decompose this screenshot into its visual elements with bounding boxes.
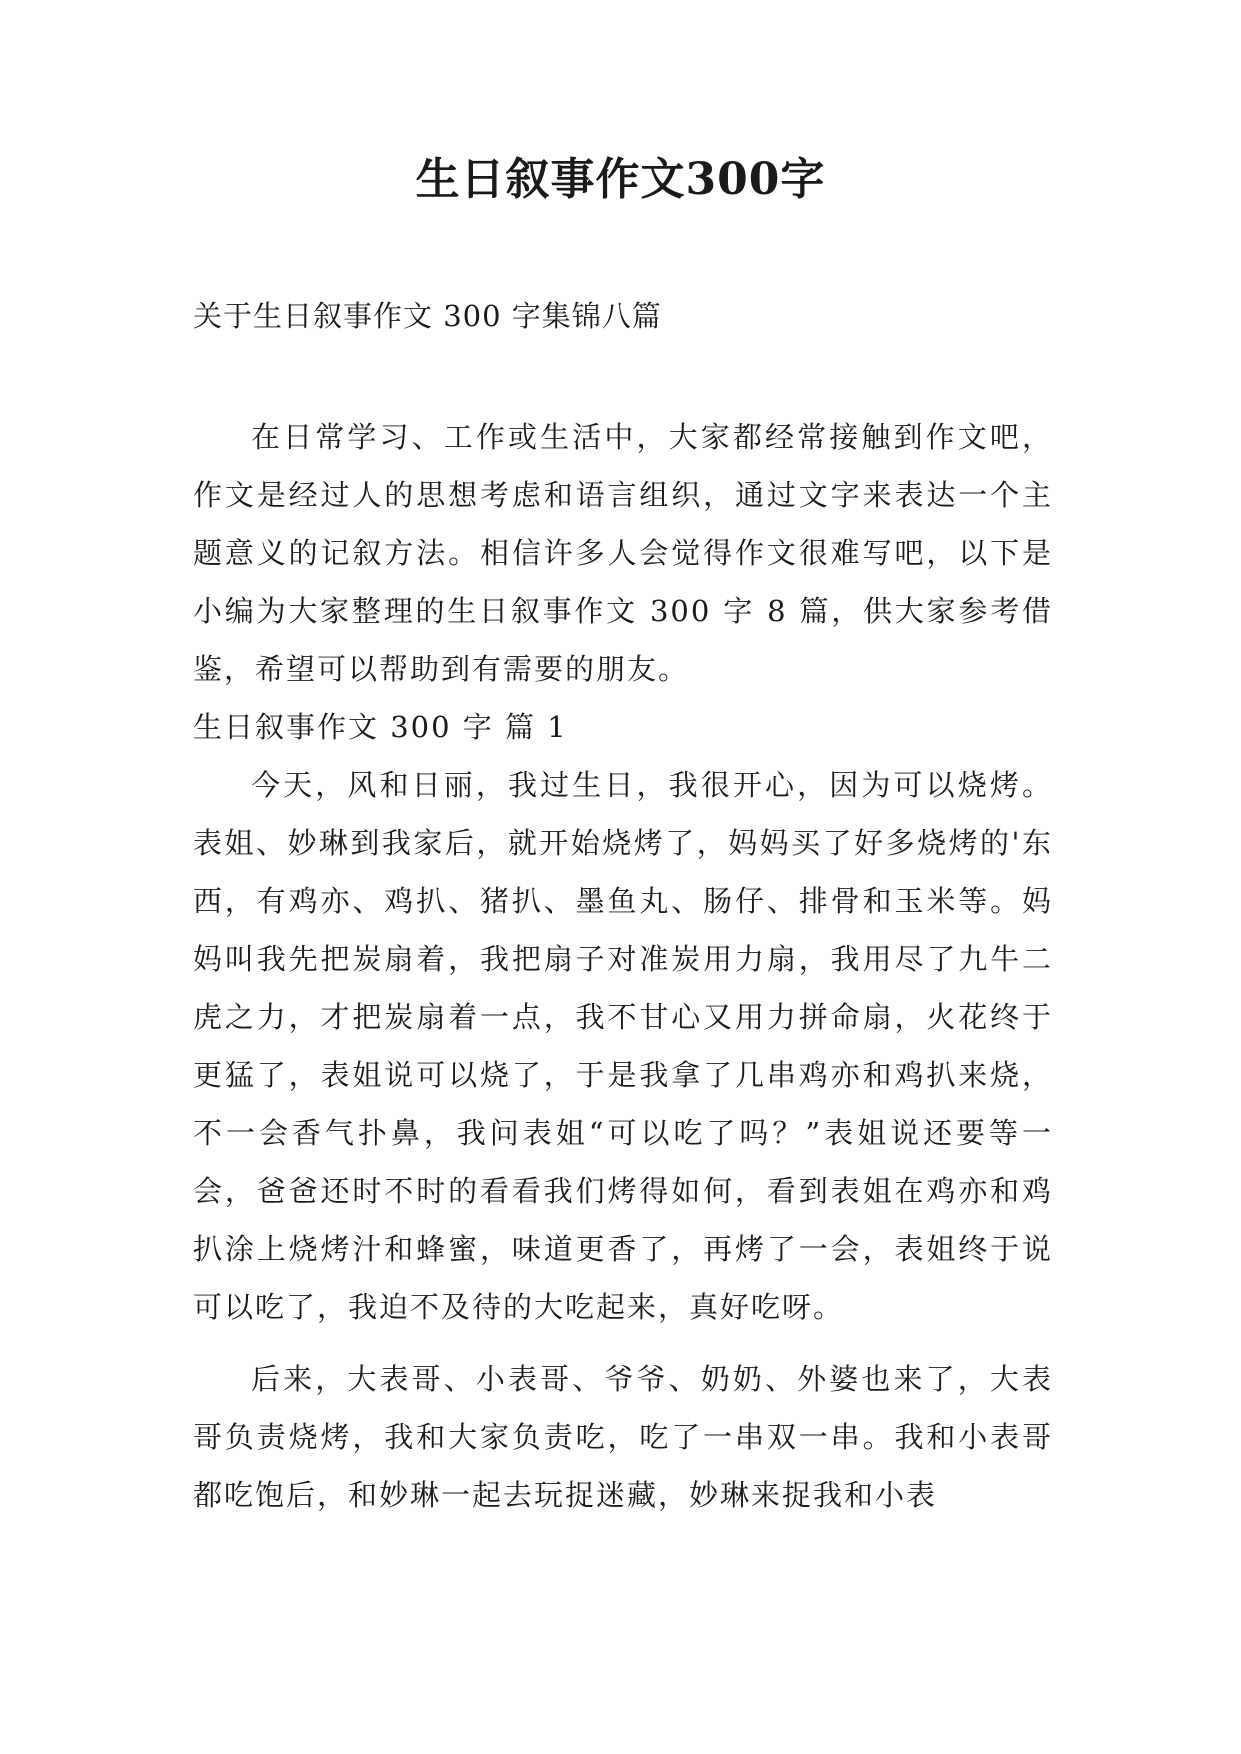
document-title: 生日叙事作文300字 — [415, 154, 826, 205]
body-paragraph-1: 今天，风和日丽，我过生日，我很开心，因为可以烧烤。表姐、妙琳到我家后，就开始烧烤了，妈妈买了好多烧烤的'东西，有鸡亦、鸡扒、猪扒、墨鱼丸、肠仔、排骨和玉米等。妈妈叫我先把炭扇着，我把扇子对准炭用力扇，我用尽了九牛二虎之力，才把炭扇着一点，我不甘心又用力拼命扇，火花终于更猛了，表姐说可以烧了，于是我拿了几串鸡亦和鸡扒来烧，不一会香气扑鼻，我问表姐“可以吃了吗？”表姐说还要等一会，爸爸还时不时的看看我们烤得如何，看到表姐在鸡亦和鸡扒涂上烧烤汁和蜂蜜，味道更香了，再烤了一会，表姐终于说可以吃了，我迫不及待的大吃起来，真好吃呀。 — [193, 768, 1053, 1324]
section-heading: 生日叙事作文 300 字 篇 1 — [193, 710, 568, 744]
body-paragraph-2: 后来，大表哥、小表哥、爷爷、奶奶、外婆也来了，大表哥负责烧烤，我和大家负责吃，吃了一串双一串。我和小表哥都吃饱后，和妙琳一起去玩捉迷藏，妙琳来捉我和小表 — [193, 1362, 1053, 1512]
intro-paragraph: 在日常学习、工作或生活中，大家都经常接触到作文吧，作文是经过人的思想考虑和语言组织，通过文字来表达一个主题意义的记叙方法。相信许多人会觉得作文很难写吧，以下是小编为大家整理的生日叙事作文 300 字 8 篇，供大家参考借鉴，希望可以帮助到有需要的朋友。 — [193, 420, 1053, 686]
document-subtitle: 关于生日叙事作文 300 字集锦八篇 — [193, 299, 662, 333]
document-body — [193, 408, 1053, 1524]
